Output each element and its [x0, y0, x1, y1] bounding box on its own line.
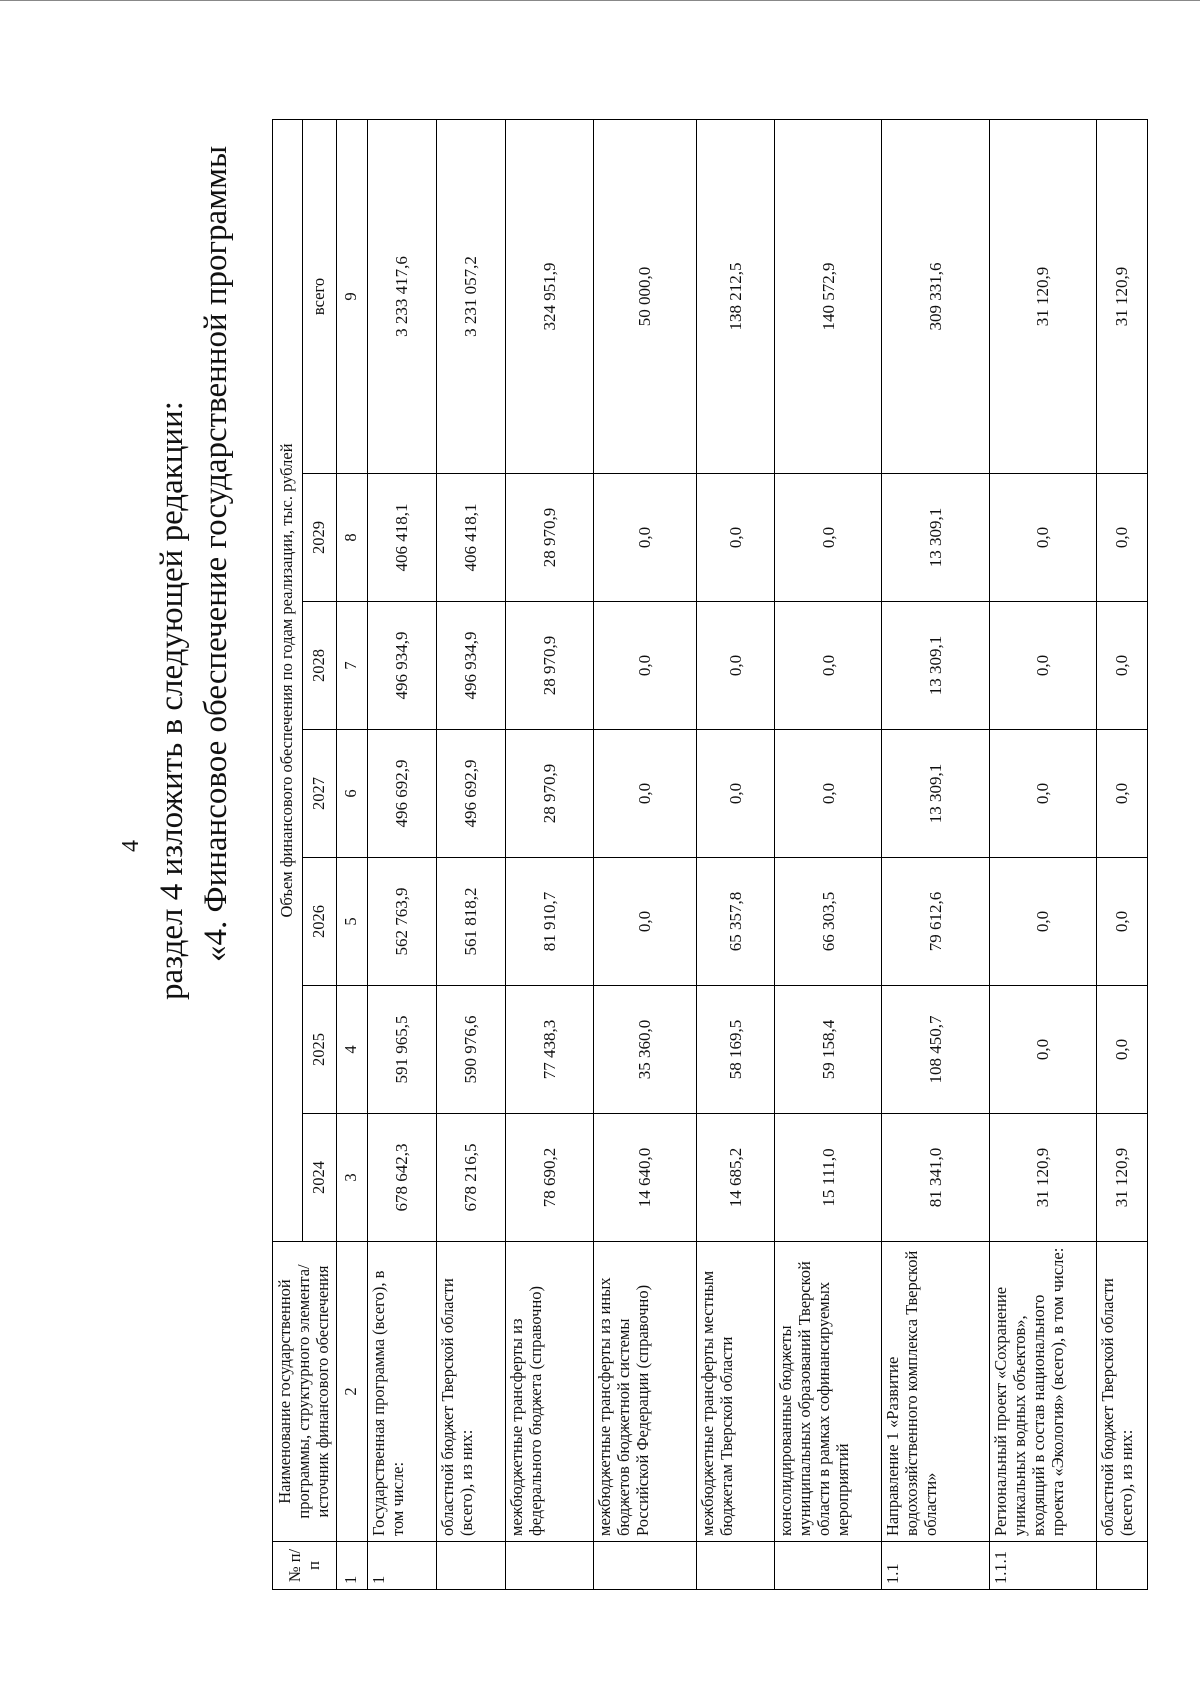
row-value: 0,0: [696, 730, 775, 858]
row-name: консолидированные бюджеты муниципальных образований Тверской области в рамках софинансируемых мероприятий: [775, 1242, 882, 1542]
index-cell: 9: [337, 119, 368, 473]
row-value: 0,0: [989, 986, 1096, 1114]
heading-line-1: раздел 4 изложить в следующей редакции:: [154, 401, 190, 1000]
row-total: 140 572,9: [775, 119, 882, 473]
row-value: 496 692,9: [367, 730, 436, 858]
header-year: 2027: [303, 730, 337, 858]
row-value: 0,0: [1096, 602, 1147, 730]
row-number: 1.1: [882, 1542, 989, 1590]
scan-edge: [0, 0, 1200, 1]
index-cell: 1: [337, 1542, 368, 1590]
heading-line-2: «4. Финансовое обеспечение государственной программы: [198, 145, 234, 962]
row-total: 50 000,0: [594, 119, 696, 473]
row-value: 58 169,5: [696, 986, 775, 1114]
row-total: 3 231 057,2: [437, 119, 506, 473]
row-name: межбюджетные трансферты из иных бюджетов бюджетной системы Российской Федерации (справочно): [594, 1242, 696, 1542]
row-value: 496 934,9: [437, 602, 506, 730]
row-number: [775, 1542, 882, 1590]
row-total: 324 951,9: [506, 119, 594, 473]
row-value: 678 216,5: [437, 1114, 506, 1242]
row-value: 13 309,1: [882, 474, 989, 602]
row-value: 28 970,9: [506, 730, 594, 858]
index-cell: 6: [337, 730, 368, 858]
row-value: 678 642,3: [367, 1114, 436, 1242]
row-value: 0,0: [696, 602, 775, 730]
header-year: 2025: [303, 986, 337, 1114]
table-row: [594, 119, 696, 1589]
row-name: межбюджетные трансферты местным бюджетам Тверской области: [696, 1242, 775, 1542]
financing-table-rotated: [272, 120, 1148, 1590]
row-value: 0,0: [989, 602, 1096, 730]
row-value: 0,0: [989, 858, 1096, 986]
row-value: 0,0: [594, 474, 696, 602]
index-row: [337, 119, 368, 1589]
table-row: [437, 119, 506, 1589]
row-value: 0,0: [989, 730, 1096, 858]
row-value: 59 158,4: [775, 986, 882, 1114]
row-value: 561 818,2: [437, 858, 506, 986]
row-value: 35 360,0: [594, 986, 696, 1114]
header-name: Наименование государственной программы, структурного элемента/источник финансового обеспечения: [273, 1242, 337, 1542]
row-value: 496 934,9: [367, 602, 436, 730]
row-value: 0,0: [1096, 474, 1147, 602]
row-value: 0,0: [1096, 986, 1147, 1114]
row-number: 1: [367, 1542, 436, 1590]
row-number: 1.1.1: [989, 1542, 1096, 1590]
table-row: [989, 119, 1096, 1589]
table-row: [367, 119, 436, 1589]
header-year: 2026: [303, 858, 337, 986]
row-value: 0,0: [594, 602, 696, 730]
row-value: 0,0: [594, 858, 696, 986]
row-total: 3 233 417,6: [367, 119, 436, 473]
table-row: [775, 119, 882, 1589]
page-number: 4: [118, 840, 144, 852]
index-cell: 3: [337, 1114, 368, 1242]
row-value: 0,0: [775, 730, 882, 858]
index-cell: 5: [337, 858, 368, 986]
row-value: 13 309,1: [882, 730, 989, 858]
row-name: Региональный проект «Сохранение уникальных водных объектов», входящий в состав национального проекта «Экология» (всего), в том числе:: [989, 1242, 1096, 1542]
row-total: 31 120,9: [1096, 119, 1147, 473]
header-no: № п/п: [273, 1542, 337, 1590]
row-value: 15 111,0: [775, 1114, 882, 1242]
table-row: [1096, 119, 1147, 1589]
section-heading: [150, 146, 238, 1000]
row-value: 13 309,1: [882, 602, 989, 730]
row-name: Направление 1 «Развитие водохозяйственного комплекса Тверской области»: [882, 1242, 989, 1542]
row-value: 28 970,9: [506, 602, 594, 730]
row-value: 0,0: [1096, 858, 1147, 986]
row-value: 66 303,5: [775, 858, 882, 986]
row-number: [696, 1542, 775, 1590]
row-value: 0,0: [989, 474, 1096, 602]
row-value: 31 120,9: [1096, 1114, 1147, 1242]
row-name: областной бюджет Тверской области (всего), из них:: [1096, 1242, 1147, 1542]
row-total: 138 212,5: [696, 119, 775, 473]
index-cell: 8: [337, 474, 368, 602]
row-value: 0,0: [696, 474, 775, 602]
row-value: 562 763,9: [367, 858, 436, 986]
header-year: 2029: [303, 474, 337, 602]
row-value: 79 612,6: [882, 858, 989, 986]
row-value: 14 685,2: [696, 1114, 775, 1242]
row-value: 0,0: [775, 474, 882, 602]
row-value: 0,0: [1096, 730, 1147, 858]
row-value: 0,0: [775, 602, 882, 730]
index-cell: 2: [337, 1242, 368, 1542]
row-name: межбюджетные трансферты из федерального бюджета (справочно): [506, 1242, 594, 1542]
row-value: 31 120,9: [989, 1114, 1096, 1242]
row-value: 78 690,2: [506, 1114, 594, 1242]
row-value: 81 910,7: [506, 858, 594, 986]
row-value: 14 640,0: [594, 1114, 696, 1242]
row-number: [1096, 1542, 1147, 1590]
row-value: 591 965,5: [367, 986, 436, 1114]
row-name: областной бюджет Тверской области (всего), из них:: [437, 1242, 506, 1542]
table-row: [506, 119, 594, 1589]
row-value: 65 357,8: [696, 858, 775, 986]
header-total: всего: [303, 119, 337, 473]
header-group: Объем финансового обеспечения по годам реализации, тыс. рублей: [273, 119, 303, 1241]
row-name: Государственная программа (всего), в том числе:: [367, 1242, 436, 1542]
row-total: 309 331,6: [882, 119, 989, 473]
index-cell: 7: [337, 602, 368, 730]
financing-table: [272, 119, 1148, 1590]
row-value: 496 692,9: [437, 730, 506, 858]
header-year: 2028: [303, 602, 337, 730]
header-year: 2024: [303, 1114, 337, 1242]
row-value: 406 418,1: [437, 474, 506, 602]
index-cell: 4: [337, 986, 368, 1114]
row-value: 108 450,7: [882, 986, 989, 1114]
row-value: 406 418,1: [367, 474, 436, 602]
row-value: 77 438,3: [506, 986, 594, 1114]
row-total: 31 120,9: [989, 119, 1096, 473]
row-value: 81 341,0: [882, 1114, 989, 1242]
row-number: [506, 1542, 594, 1590]
row-value: 590 976,6: [437, 986, 506, 1114]
row-number: [437, 1542, 506, 1590]
table-row: [696, 119, 775, 1589]
table-row: [882, 119, 989, 1589]
row-value: 0,0: [594, 730, 696, 858]
row-value: 28 970,9: [506, 474, 594, 602]
row-number: [594, 1542, 696, 1590]
